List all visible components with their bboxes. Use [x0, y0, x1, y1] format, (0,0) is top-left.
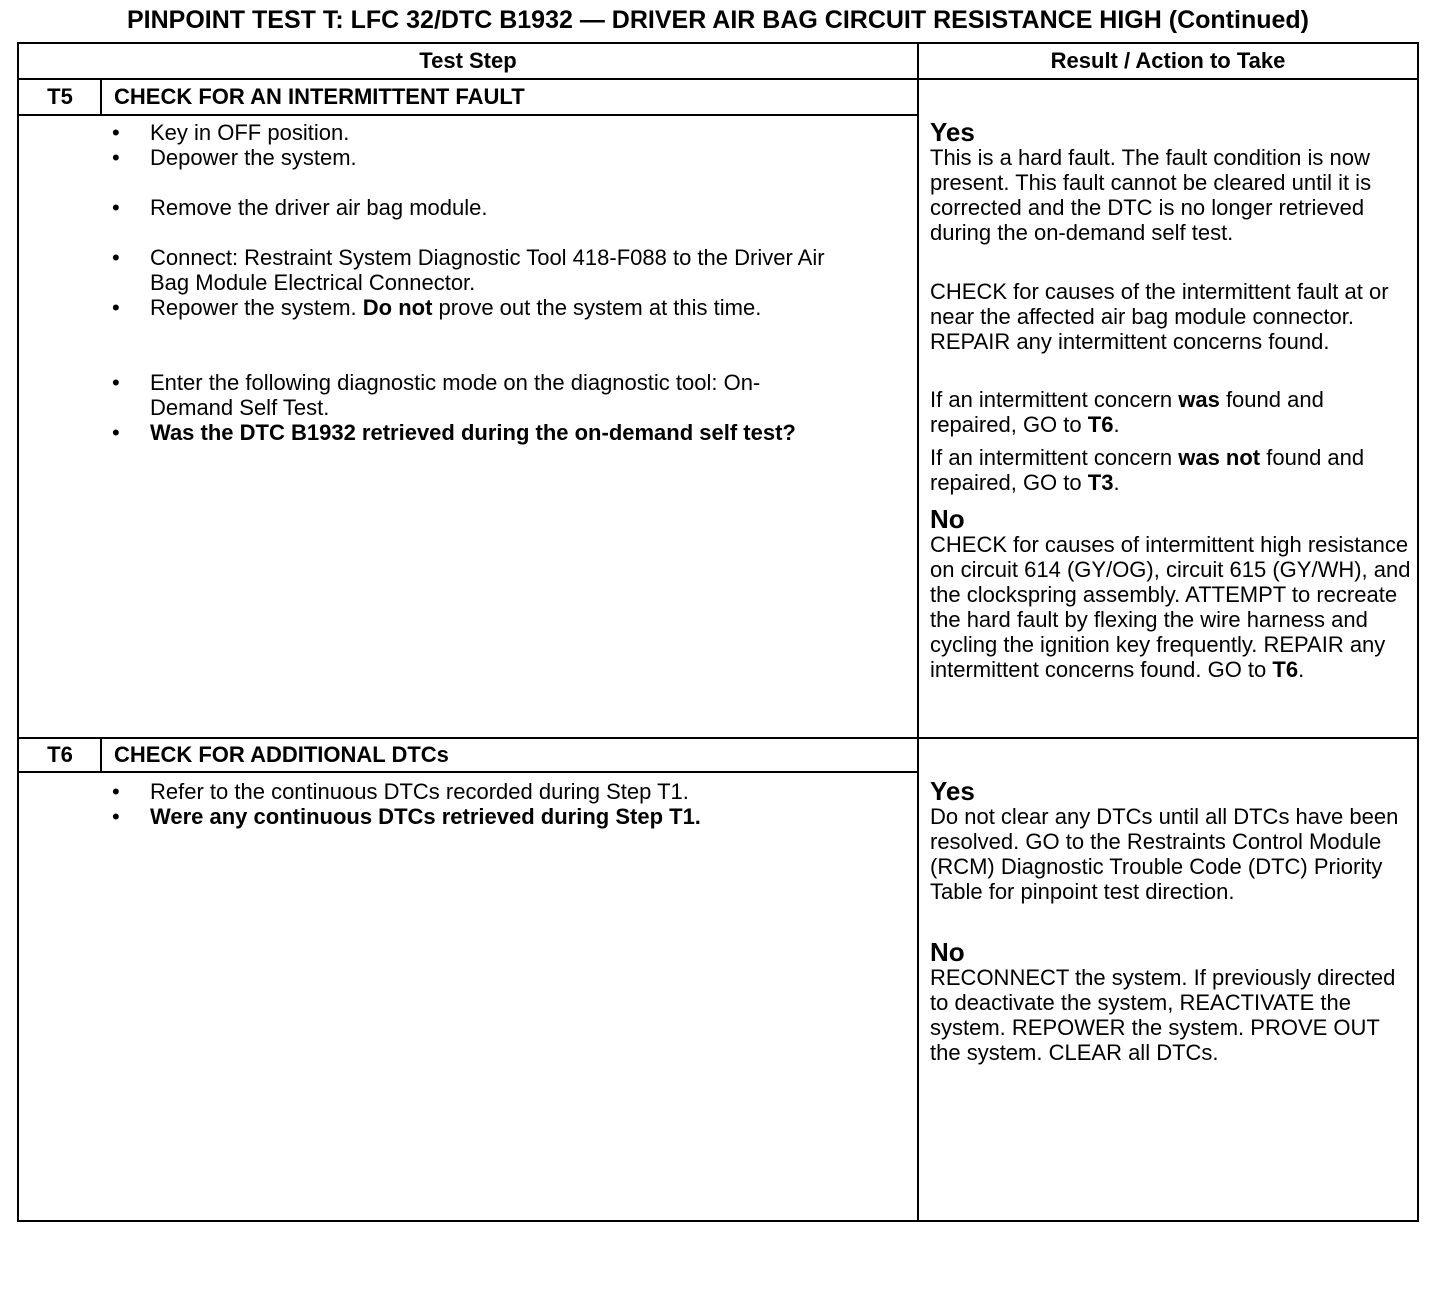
- page-title: PINPOINT TEST T: LFC 32/DTC B1932 — DRIVER AIR BAG CIRCUIT RESISTANCE HIGH (Continued): [126, 6, 1309, 34]
- t6-bullet-1: Refer to the continuous DTCs recorded during Step T1.: [150, 779, 689, 804]
- bullet-marker: •: [112, 779, 120, 804]
- t6-id-divider: [100, 739, 102, 771]
- t5-bullet-3: Remove the driver air bag module.: [150, 195, 488, 220]
- t5-no-para-1: CHECK for causes of intermittent high resistance on circuit 614 (GY/OG), circuit 615 (GY/WH), and the clockspring assembly. ATTEMPT to recreate the hard fault by flexing the wire harness and cycling the ignition key frequently. REPAIR any intermittent concerns found. GO to T6.: [930, 532, 1411, 682]
- t5-id-divider: [100, 80, 102, 114]
- header-test-step: Test Step: [419, 48, 517, 73]
- t5-yes-label: Yes: [930, 117, 975, 147]
- t5-yes-para-3: If an intermittent concern was found and repaired, GO to T6.: [930, 387, 1324, 437]
- t6-title-divider: [19, 771, 917, 773]
- t5-yes-para-1: This is a hard fault. The fault condition is now present. This fault cannot be cleared until it is corrected and the DTC is no longer retrieved during the on-demand self test.: [930, 145, 1372, 245]
- step-title-t5: CHECK FOR AN INTERMITTENT FAULT: [114, 84, 525, 109]
- t5-bullet-1: Key in OFF position.: [150, 120, 350, 145]
- bullet-marker: •: [112, 420, 120, 445]
- bullet-marker: •: [112, 295, 120, 320]
- t5-bullet-7: Was the DTC B1932 retrieved during the on-demand self test?: [150, 420, 796, 445]
- step-id-t6: T6: [47, 742, 73, 767]
- t5-title-divider: [19, 114, 917, 116]
- t5-no-label: No: [930, 504, 965, 534]
- column-divider: [917, 44, 919, 1221]
- t5-yes-para-4: If an intermittent concern was not found and repaired, GO to T3.: [930, 445, 1365, 495]
- bullet-marker: •: [112, 804, 120, 829]
- t6-yes-para-1: Do not clear any DTCs until all DTCs have been resolved. GO to the Restraints Control Module (RCM) Diagnostic Trouble Code (DTC) Priority Table for pinpoint test direction.: [930, 804, 1399, 904]
- t6-yes-label: Yes: [930, 776, 975, 806]
- t6-no-para-1: RECONNECT the system. If previously directed to deactivate the system, REACTIVATE the system. REPOWER the system. PROVE OUT the system. CLEAR all DTCs.: [930, 965, 1396, 1065]
- t5-bullet-6: Enter the following diagnostic mode on the diagnostic tool: On-Demand Self Test.: [150, 370, 761, 420]
- bullet-marker: •: [112, 195, 120, 220]
- t5-bullet-5: Repower the system. Do not prove out the system at this time.: [150, 295, 762, 320]
- step-id-t5: T5: [47, 84, 73, 109]
- bullet-marker: •: [112, 245, 120, 270]
- t5-bullet-2: Depower the system.: [150, 145, 357, 170]
- step-title-t6: CHECK FOR ADDITIONAL DTCs: [114, 742, 449, 767]
- header-result-action: Result / Action to Take: [1050, 48, 1286, 73]
- bullet-marker: •: [112, 120, 120, 145]
- t6-bullet-2: Were any continuous DTCs retrieved during Step T1.: [150, 804, 701, 829]
- t5-bullet-4: Connect: Restraint System Diagnostic Tool 418-F088 to the Driver Air Bag Module Electrical Connector.: [150, 245, 825, 295]
- bullet-marker: •: [112, 370, 120, 395]
- t6-no-label: No: [930, 937, 965, 967]
- bullet-marker: •: [112, 145, 120, 170]
- t5-yes-para-2: CHECK for causes of the intermittent fault at or near the affected air bag module connector. REPAIR any intermittent concerns found.: [930, 279, 1389, 354]
